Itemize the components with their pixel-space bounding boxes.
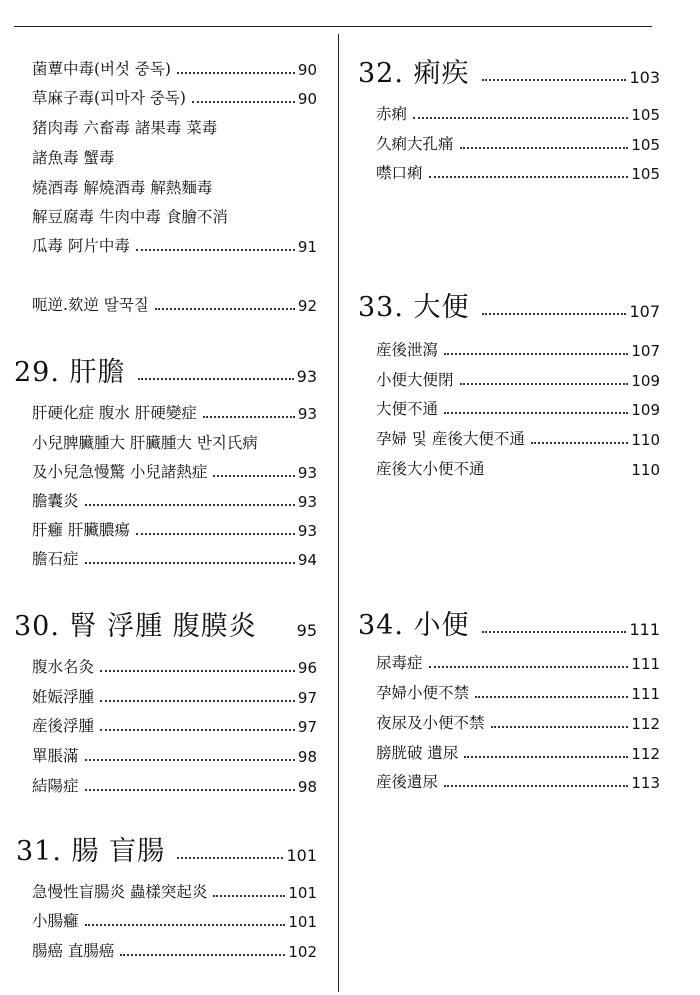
dot-leader	[192, 101, 295, 103]
toc-entry	[32, 744, 317, 766]
entry-text: 解豆腐毒 牛肉中毒 食膾不消	[32, 208, 228, 226]
entry-page: 113	[631, 774, 660, 792]
entry-page: 101	[288, 913, 317, 931]
entry-page: 110	[631, 431, 660, 449]
toc-entry	[376, 132, 660, 154]
dot-leader	[444, 353, 628, 355]
entry-page: 112	[631, 745, 660, 763]
entry-text: 小便大便閉	[376, 371, 454, 389]
entry-text: 草麻子毒(피마자 중독)	[32, 89, 186, 107]
toc-entry	[376, 161, 660, 183]
dot-leader	[475, 696, 628, 698]
section-heading	[14, 355, 317, 389]
toc-entry	[32, 518, 317, 540]
entry-text: 大便不通	[376, 400, 439, 418]
entry-page: 92	[297, 297, 317, 315]
entry-text: 産後大小便不通	[376, 460, 485, 478]
section-heading	[358, 56, 660, 90]
entry-page: 94	[297, 551, 317, 569]
entry-page: 98	[297, 748, 317, 766]
entry-page: 109	[631, 372, 660, 390]
dot-leader	[177, 857, 283, 859]
toc-entry	[32, 234, 317, 256]
toc-entry	[32, 909, 317, 931]
entry-text: 噤口痢	[376, 164, 423, 182]
dot-leader	[100, 700, 295, 702]
toc-entry	[32, 401, 317, 423]
toc-entry	[32, 774, 317, 796]
entry-page: 102	[288, 943, 317, 961]
section-title: 32. 痢疾	[358, 58, 470, 89]
toc-entry	[32, 880, 317, 902]
dot-leader	[444, 785, 628, 787]
entry-text: 瓜毒 阿片中毒	[32, 237, 130, 255]
entry-page: 90	[297, 90, 317, 108]
entry-page: 110	[631, 461, 660, 479]
toc-entry	[376, 338, 660, 360]
dot-leader	[100, 670, 295, 672]
section-title: 33. 大便	[358, 292, 470, 323]
dot-leader	[531, 442, 629, 444]
entry-text: 産後遺尿	[376, 773, 439, 791]
toc-line	[32, 205, 317, 227]
entry-text: 肝癰 肝臟膿瘍	[32, 521, 130, 539]
entry-page: 90	[297, 61, 317, 79]
dot-leader	[85, 924, 286, 926]
entry-text: 久痢大孔痛	[376, 135, 454, 153]
entry-page: 107	[631, 342, 660, 360]
section-heading	[16, 834, 317, 868]
toc-entry	[32, 685, 317, 707]
dot-leader	[120, 954, 285, 956]
entry-text: 小腸癰	[32, 912, 79, 930]
dot-leader	[213, 475, 294, 477]
entry-page: 93	[297, 522, 317, 540]
section-title: 30. 腎 浮腫 腹膜炎	[14, 611, 257, 642]
entry-page: 105	[631, 136, 660, 154]
entry-text: 諸魚毒 蟹毒	[32, 149, 115, 167]
section-heading	[358, 608, 660, 642]
entry-page: 91	[297, 238, 317, 256]
dot-leader	[138, 378, 294, 380]
toc-entry	[32, 57, 317, 79]
toc-entry	[32, 939, 317, 961]
section-page: 103	[629, 68, 660, 87]
dot-leader	[213, 895, 285, 897]
entry-text: 膽囊炎	[32, 492, 79, 510]
section-page: 93	[296, 367, 317, 386]
entry-text: 夜尿及小便不禁	[376, 714, 485, 732]
entry-text: 小兒脾臟腫大 肝臟腫大 반지氏病	[32, 434, 258, 452]
section-title: 29. 肝膽	[14, 357, 126, 388]
section-page: 95	[296, 621, 317, 640]
entry-text: 菌蕈中毒(버섯 중독)	[32, 60, 171, 78]
dot-leader	[85, 789, 295, 791]
toc-entry	[32, 293, 317, 315]
entry-text: 姙娠浮腫	[32, 688, 95, 706]
toc-entry	[32, 489, 317, 511]
entry-text: 急慢性盲腸炎 蟲樣突起炎	[32, 883, 208, 901]
entry-page: 105	[631, 165, 660, 183]
dot-leader	[413, 117, 628, 119]
dot-leader	[482, 631, 627, 633]
dot-leader	[464, 756, 628, 758]
entry-text: 膽石症	[32, 550, 79, 568]
toc-entry	[376, 102, 660, 124]
entry-page: 98	[297, 778, 317, 796]
dot-leader	[429, 176, 629, 178]
entry-text: 孕婦小便不禁	[376, 684, 470, 702]
toc-entry	[376, 368, 660, 390]
dot-leader	[85, 562, 295, 564]
entry-page: 111	[631, 685, 660, 703]
entry-text: 尿毒症	[376, 654, 423, 672]
dot-leader	[155, 308, 295, 310]
entry-text: 産後浮腫	[32, 717, 95, 735]
dot-leader	[460, 383, 629, 385]
toc-entry	[32, 655, 317, 677]
entry-page: 97	[297, 718, 317, 736]
entry-text: 肝硬化症 腹水 肝硬變症	[32, 404, 197, 422]
dot-leader	[136, 533, 295, 535]
entry-page: 93	[297, 464, 317, 482]
dot-leader	[177, 72, 295, 74]
toc-entry	[376, 457, 660, 479]
section-title: 31. 腸 盲腸	[16, 836, 166, 867]
toc-entry	[376, 681, 660, 703]
toc-entry	[32, 86, 317, 108]
entry-text: 猪肉毒 六畜毒 諸果毒 菜毒	[32, 119, 218, 137]
entry-text: 腹水名灸	[32, 658, 95, 676]
entry-text: 産後泄瀉	[376, 341, 439, 359]
dot-leader	[100, 729, 295, 731]
entry-page: 105	[631, 106, 660, 124]
entry-page: 109	[631, 401, 660, 419]
dot-leader	[429, 666, 629, 668]
entry-page: 112	[631, 715, 660, 733]
section-page: 107	[629, 302, 660, 321]
entry-text: 及小兒急慢驚 小兒諸熱症	[32, 463, 208, 481]
dot-leader	[444, 412, 628, 414]
section-heading	[358, 290, 660, 324]
dot-leader	[85, 759, 295, 761]
entry-text: 腸癌 直腸癌	[32, 942, 115, 960]
entry-page: 111	[631, 655, 660, 673]
toc-entry	[376, 397, 660, 419]
dot-leader	[136, 249, 295, 251]
entry-text: 膀胱破 遺尿	[376, 744, 459, 762]
entry-page: 96	[297, 659, 317, 677]
toc-entry	[376, 711, 660, 733]
column-divider	[338, 34, 339, 992]
entry-page: 97	[297, 689, 317, 707]
toc-entry	[32, 460, 317, 482]
entry-text: 燒酒毒 解燒酒毒 解熱麵毒	[32, 179, 213, 197]
entry-page: 101	[288, 884, 317, 902]
toc-entry	[32, 547, 317, 569]
toc-entry	[376, 651, 660, 673]
toc-entry	[376, 741, 660, 763]
entry-page: 93	[297, 493, 317, 511]
dot-leader	[491, 726, 629, 728]
entry-text: 結陽症	[32, 777, 79, 795]
section-title: 34. 小便	[358, 610, 470, 641]
dot-leader	[203, 416, 295, 418]
section-page: 111	[629, 620, 660, 639]
entry-text: 赤痢	[376, 105, 408, 123]
toc-entry	[376, 770, 660, 792]
dot-leader	[85, 504, 295, 506]
section-page: 101	[286, 846, 317, 865]
entry-page: 93	[297, 405, 317, 423]
toc-line	[32, 116, 317, 138]
entry-text: 呃逆.欬逆 딸꾹질	[32, 296, 149, 314]
toc-line	[32, 146, 317, 168]
dot-leader	[460, 147, 629, 149]
dot-leader	[482, 313, 627, 315]
toc-entry	[376, 427, 660, 449]
toc-line	[32, 431, 317, 453]
section-heading	[14, 609, 317, 643]
entry-text: 單脹滿	[32, 747, 79, 765]
toc-entry	[32, 714, 317, 736]
top-rule	[14, 26, 652, 27]
entry-text: 孕婦 및 産後大便不通	[376, 430, 525, 448]
dot-leader	[482, 79, 627, 81]
toc-line	[32, 176, 317, 198]
